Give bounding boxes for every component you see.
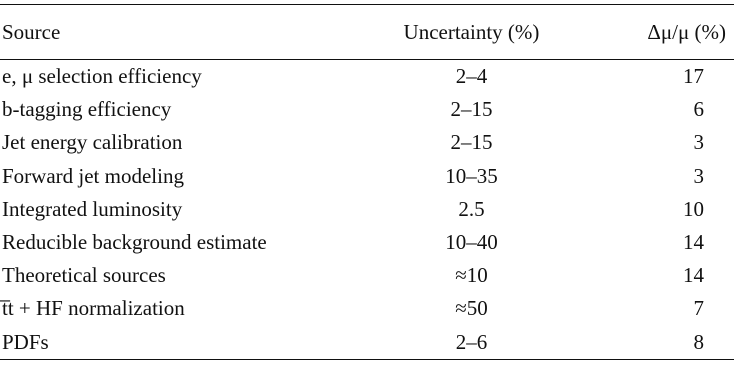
- row-delta: 17: [578, 60, 734, 94]
- table-row: [0, 292, 734, 325]
- table-row: [0, 226, 734, 259]
- table-row: [0, 126, 734, 159]
- row-delta: 3: [693, 163, 704, 188]
- row-delta: 14: [683, 230, 704, 255]
- row-source: Jet energy calibration: [2, 130, 183, 155]
- row-delta: 10: [683, 196, 704, 221]
- row-delta: 3: [693, 130, 704, 155]
- row-delta: 14: [683, 263, 704, 288]
- row-uncertainty: 2–4: [363, 60, 578, 94]
- row-source: t̅t + HF normalization: [2, 296, 185, 321]
- row-uncertainty: 2–15: [450, 97, 493, 122]
- row-uncertainty: 2–15: [450, 130, 493, 155]
- table-row: [0, 93, 734, 126]
- row-uncertainty: ≈10: [455, 263, 488, 288]
- table-row: [0, 259, 734, 292]
- table-row: [0, 193, 734, 226]
- row-uncertainty: 10–40: [445, 230, 498, 255]
- row-source: Reducible background estimate: [2, 230, 267, 255]
- row-source: Integrated luminosity: [2, 196, 183, 221]
- table-row: [0, 326, 734, 360]
- table-row: [0, 60, 734, 94]
- row-uncertainty: 2.5: [458, 196, 485, 221]
- row-delta: 8: [578, 326, 734, 360]
- row-source: e, μ selection efficiency: [0, 60, 363, 94]
- row-uncertainty: ≈50: [455, 296, 488, 321]
- uncertainty-table: [0, 4, 734, 360]
- row-uncertainty: 10–35: [445, 163, 498, 188]
- row-delta: 7: [693, 296, 704, 321]
- row-source: b-tagging efficiency: [2, 97, 172, 122]
- header-uncertainty: Uncertainty (%): [363, 5, 578, 60]
- row-source: Forward jet modeling: [2, 163, 184, 188]
- row-source: PDFs: [0, 326, 363, 360]
- header-source: Source: [0, 5, 363, 60]
- row-source: Theoretical sources: [2, 263, 166, 288]
- header-delta-mu: Δμ/μ (%): [578, 5, 734, 60]
- table-header-row: [0, 5, 734, 60]
- row-uncertainty: 2–6: [363, 326, 578, 360]
- row-delta: 6: [693, 97, 704, 122]
- table-row: [0, 160, 734, 193]
